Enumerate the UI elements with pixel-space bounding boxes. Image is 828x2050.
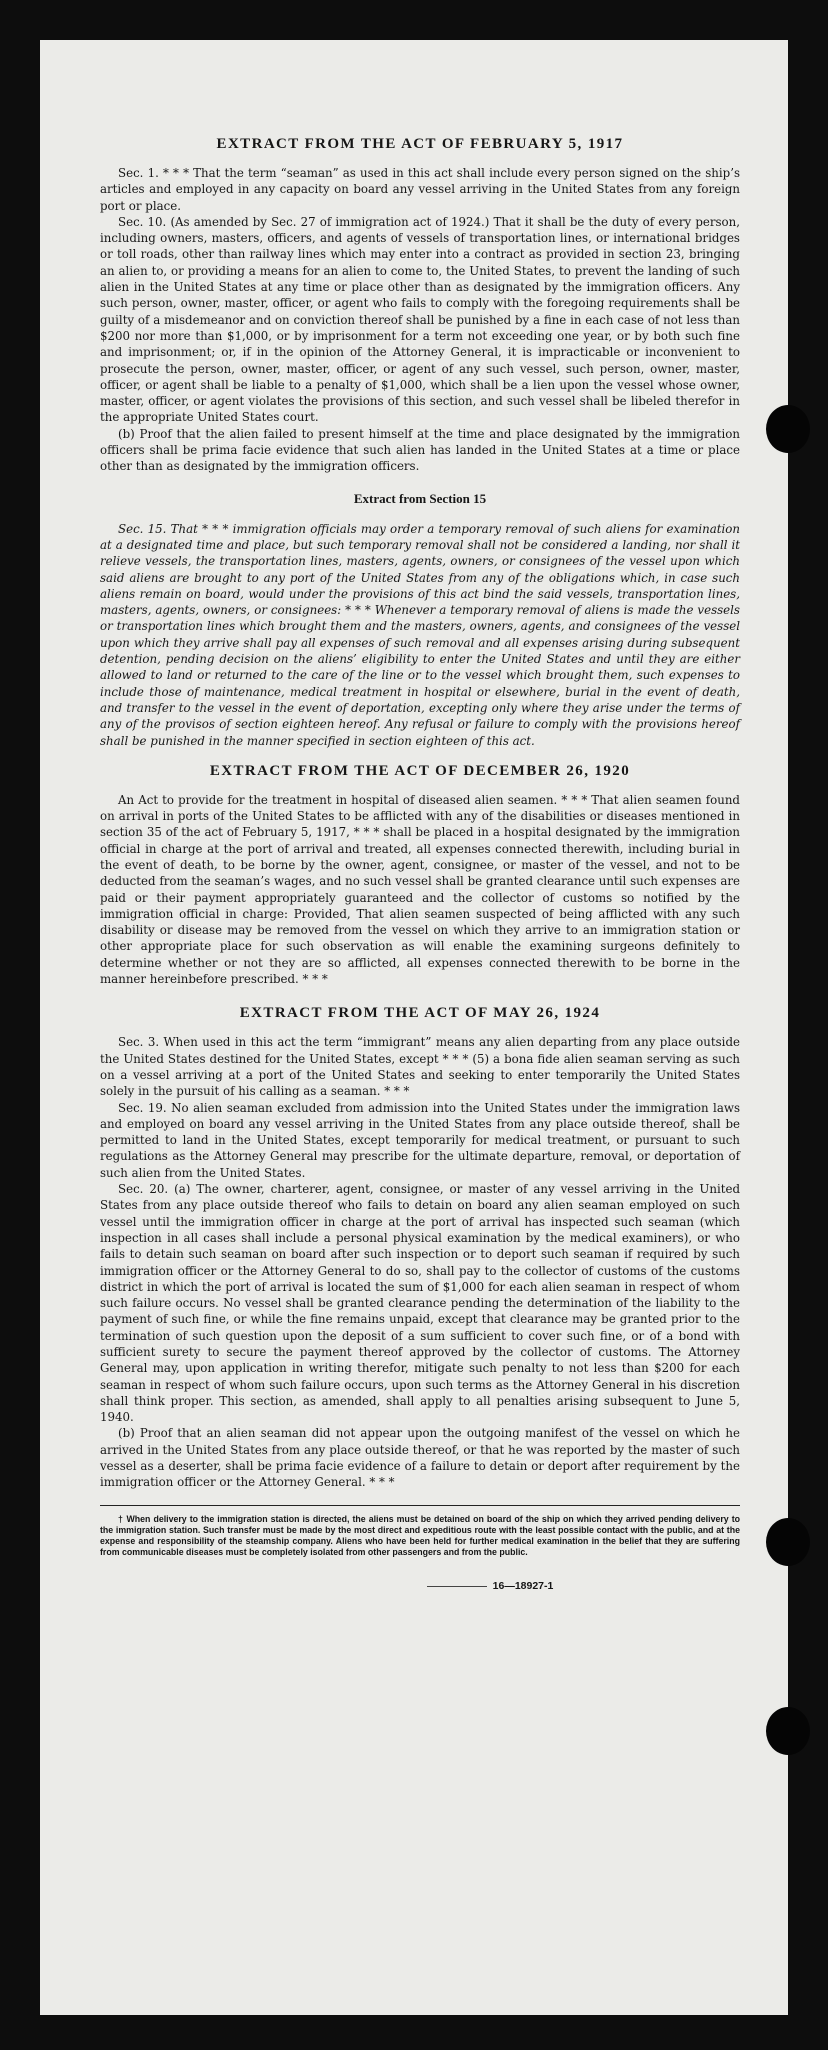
heading-section-15: Extract from Section 15 [353, 490, 487, 506]
faded-stamp [64, 1940, 67, 1950]
form-code-rule [427, 1586, 487, 1587]
sec-1-paragraph: Sec. 1. * * * That the term “seaman” as used in this act shall include every person signed on the ship’s articles and employed in any capacity on board any vessel arriving in the United States from any foreign port or place. [100, 166, 740, 213]
sec-20b-paragraph: (b) Proof that an alien seaman did not appear upon the outgoing manifest of the vessel on which he arrived in the United States from any place outside thereof, or that he was reported by the master of such vessel as a deserter, shall be prima facie evidence of a failure to detain or deport after requirement by the immigration officer or the Attorney General. * * * [100, 1426, 740, 1490]
sec-10-paragraph: Sec. 10. (As amended by Sec. 27 of immigration act of 1924.) That it shall be the duty of every person, including owners, masters, officers, and agents of vessels of transportation lines, or international bridges or toll roads, other than railway lines which may enter into a contract as provided in section 23, bringing an alien to, or providing a means for an alien to come to, the United States, to prevent the landing of such alien in the United States at any time or place other than as designated by the immigration officers. Any such person, owner, master, officer, or agent who fails to comply with the foregoing requirements shall be guilty of a misdemeanor and on conviction thereof shall be punished by a fine in each case of not less than $200 nor more than $1,000, or by imprisonment for a term not exceeding one year, or by both such fine and imprisonment; or, if in the opinion of the Attorney General, it is impracticable or inconvenient to prosecute the person, owner, master, officer, or agent of any such vessel, such person, owner, master, officer, or agent shall be liable to a penalty of $1,000, which shall be a lien upon the vessel whose owner, master, officer, or agent violates the provisions of this section, and such vessel shall be libeled therefor in the appropriate United States court. [100, 214, 740, 425]
document-page [40, 40, 788, 2015]
form-code-text: 16—18927-1 [492, 1580, 554, 1593]
sec-20a-paragraph: Sec. 20. (a) The owner, charterer, agent, consignee, or master of any vessel arriving in the United States from any place outside thereof who fails to detain on board any alien seaman employed on such vessel until the immigration officer in charge at the port of arrival has inspected such seaman (which inspection in all cases shall include a personal physical examination by the medical examiners), or who fails to detain such seaman on board after such inspection or to deport such seaman if required by such immigration officer or the Attorney General to do so, shall pay to the collector of customs of the customs district in which the port of arrival is located the sum of $1,000 for each alien seaman in respect of whom such failure occurs. No vessel shall be granted clearance pending the determination of the liability to the payment of such fine, or while the fine remains unpaid, except that clearance may be granted prior to the termination of such question upon the deposit of a sum sufficient to cover such fine, or of a bond with sufficient surety to secure the payment thereof approved by the collector of customs. The Attorney General may, upon application in writing therefor, mitigate such penalty to not less than $200 for each seaman in respect of whom such failure occurs, upon such terms as the Attorney General in his discretion shall think proper. This section, as amended, shall apply to all penalties arising subsequent to June 5, 1940. [100, 1182, 740, 1425]
sec-19-paragraph: Sec. 19. No alien seaman excluded from admission into the United States under the immigration laws and employed on board any vessel arriving in the United States from any place outside thereof, shall be permitted to land in the United States, except temporarily for medical treatment, or pursuant to such regulations as the Attorney General may prescribe for the ultimate departure, removal, or deportation of such alien from the United States. [100, 1100, 740, 1180]
act-1920-paragraph: An Act to provide for the treatment in hospital of diseased alien seamen. * * * That alien seamen found on arrival in ports of the United States to be afflicted with any of the disabilities or diseases mentioned in section 35 of the act of February 5, 1917, * * * shall be placed in a hospital designated by the immigration official in charge at the port of arrival and treated, all expenses connected therewith, including burial in the event of death, to be borne by the owner, agent, consignee, or master of the vessel, and not to be deducted from the seaman’s wages, and no such vessel shall be granted clearance until such expenses are paid or their payment appropriately guaranteed and the collector of customs so notified by the immigration official in charge: Provided, That alien seamen suspected of being afflicted with any such disability or disease may be removed from the vessel on which they arrive to an immigration station or other appropriate place for such observation as will enable the examining surgeons definitely to determine whether or not they are so afflicted, all expenses connected therewith to be borne in the manner hereinbefore prescribed. * * * [100, 792, 740, 987]
sec-3-paragraph: Sec. 3. When used in this act the term “immigrant” means any alien departing from any place outside the United States destined for the United States, except * * * (5) a bona fide alien seaman serving as such on a vessel arriving at a port of the United States and seeking to enter temporarily the United States solely in the pursuit of his calling as a seaman. * * * [100, 1035, 740, 1099]
heading-act-1917: EXTRACT FROM THE ACT OF FEBRUARY 5, 1917 [216, 136, 624, 152]
footnote-divider [100, 1505, 740, 1506]
form-code [100, 1580, 740, 1592]
footnote: † When delivery to the immigration station is directed, the aliens must be detained on board of the ship on which they arrived pending delivery to the immigration station. Such transfer must be made by the most direct and expeditious route with the least possible contact with the public, and at the expense and responsibility of the steamship company. Aliens who have been held for further medical examination in the belief that they are suffering from communicable diseases must be completely isolated from other passengers and from the public. [100, 1513, 740, 1558]
heading-act-1920: EXTRACT FROM THE ACT OF DECEMBER 26, 1920 [209, 762, 631, 779]
sec-10b-paragraph: (b) Proof that the alien failed to present himself at the time and place designated by the immigration officers shall be prima facie evidence that such alien has landed in the United States at a time or place other than as designated by the immigration officers. [100, 426, 740, 474]
sec-15-paragraph: Sec. 15. That * * * immigration officials may order a temporary removal of such aliens for examination at a designated time and place, but such temporary removal shall not be considered a landing, nor shall it relieve vessels, the transportation lines, masters, agents, owners, or consignees of the vessel upon which said aliens are brought to any port of the United States from any of the obligations which, in case such aliens remain on board, would under the provisions of this act bind the said vessels, transportation lines, masters, agents, owners, or consignees: * * * Whenever a temporary removal of aliens is made the vessels or transportation lines which brought them and the masters, owners, agents, and consignees of the vessel upon which they arrive shall pay all expenses of such removal and all expenses arising during subsequent detention, pending decision on the aliens’ eligibility to enter the United States and until they are either allowed to land or returned to the care of the line or to the vessel which brought them, such expenses to include those of maintenance, medical treatment in hospital or elsewhere, burial in the event of death, and transfer to the vessel in the event of deportation, excepting only where they arise under the terms of any of the provisos of section eighteen hereof. Any refusal or failure to comply with the provisions hereof shall be punished in the manner specified in section eighteen of this act. [100, 521, 740, 748]
punch-hole [766, 1707, 810, 1755]
heading-act-1924: EXTRACT FROM THE ACT OF MAY 26, 1924 [239, 1005, 601, 1022]
punch-hole [766, 1518, 810, 1566]
punch-hole [766, 405, 810, 453]
